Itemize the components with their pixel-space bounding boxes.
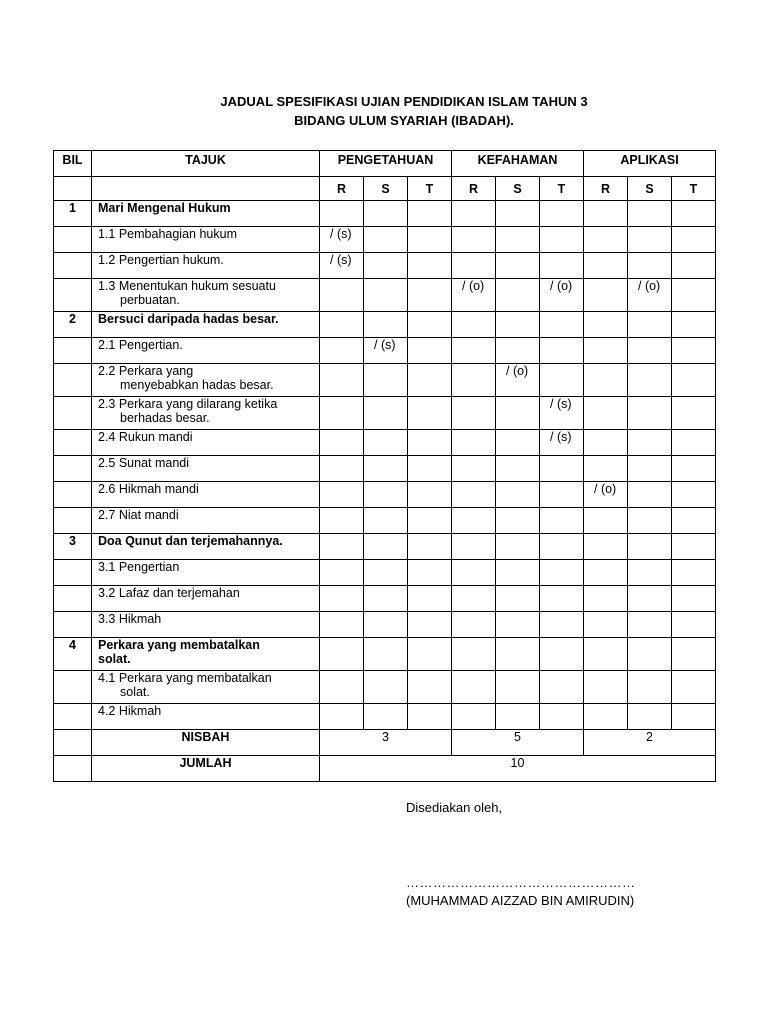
row-mark-cell [320, 508, 364, 534]
header-bil-blank [54, 177, 92, 201]
nisbah-kefahaman: 5 [452, 730, 584, 756]
row-mark-cell: / (o) [628, 279, 672, 312]
row-bil [54, 279, 92, 312]
header-kefahaman: KEFAHAMAN [452, 151, 584, 177]
row-mark-cell [408, 201, 452, 227]
row-mark-cell [408, 586, 452, 612]
row-mark-cell [540, 338, 584, 364]
row-mark-cell [364, 560, 408, 586]
header-pengetahuan: PENGETAHUAN [320, 151, 452, 177]
row-mark-cell [364, 201, 408, 227]
row-tajuk-line1: 3.1 Pengertian [98, 560, 180, 574]
row-tajuk [92, 364, 320, 397]
row-tajuk [92, 560, 320, 586]
row-mark-cell [496, 586, 540, 612]
row-mark-cell [364, 253, 408, 279]
row-mark-cell: / (s) [540, 397, 584, 430]
table-row [54, 338, 716, 364]
jumlah-value: 10 [320, 756, 716, 782]
document-title: JADUAL SPESIFIKASI UJIAN PENDIDIKAN ISLAM TAHUN 3 [220, 94, 588, 109]
row-mark-cell: / (o) [496, 364, 540, 397]
table-row [54, 201, 716, 227]
row-mark-cell [496, 430, 540, 456]
nisbah-row [54, 730, 716, 756]
table-row [54, 456, 716, 482]
row-tajuk-line1: 2.2 Perkara yang [98, 364, 194, 378]
row-mark-cell [628, 482, 672, 508]
row-mark-cell [540, 508, 584, 534]
row-mark-cell [672, 338, 716, 364]
row-mark-cell [496, 397, 540, 430]
row-mark-cell [540, 253, 584, 279]
row-mark-cell [452, 671, 496, 704]
row-mark-cell [672, 482, 716, 508]
row-tajuk-line1: 2.1 Pengertian. [98, 338, 183, 352]
row-tajuk [92, 671, 320, 704]
row-mark-cell [320, 482, 364, 508]
row-mark-cell [628, 560, 672, 586]
row-mark-cell [540, 671, 584, 704]
row-tajuk-line1: 3.2 Lafaz dan terjemahan [98, 586, 240, 600]
row-mark-cell [672, 586, 716, 612]
table-row [54, 612, 716, 638]
row-mark-cell [496, 508, 540, 534]
row-mark-cell [672, 430, 716, 456]
row-mark-cell [584, 612, 628, 638]
row-tajuk-line1: 2.4 Rukun mandi [98, 430, 193, 444]
row-mark-cell [452, 364, 496, 397]
row-tajuk-line1: Bersuci daripada hadas besar. [98, 312, 279, 326]
row-mark-cell [408, 534, 452, 560]
row-mark-cell [496, 456, 540, 482]
row-bil: 1 [54, 201, 92, 227]
header-tajuk: TAJUK [92, 151, 320, 177]
row-tajuk [92, 253, 320, 279]
row-mark-cell [452, 508, 496, 534]
header-sub-0: R [320, 177, 364, 201]
row-mark-cell [496, 534, 540, 560]
row-tajuk-line1: 2.7 Niat mandi [98, 508, 179, 522]
row-bil [54, 397, 92, 430]
table-row [54, 253, 716, 279]
row-tajuk [92, 338, 320, 364]
table-body [54, 201, 716, 730]
row-mark-cell [364, 482, 408, 508]
row-bil [54, 560, 92, 586]
nisbah-aplikasi: 2 [584, 730, 716, 756]
row-mark-cell [584, 338, 628, 364]
row-mark-cell [496, 201, 540, 227]
row-mark-cell [320, 560, 364, 586]
row-mark-cell [584, 704, 628, 730]
row-mark-cell [452, 430, 496, 456]
row-mark-cell [672, 704, 716, 730]
row-mark-cell [672, 612, 716, 638]
row-mark-cell: / (s) [540, 430, 584, 456]
table-row [54, 227, 716, 253]
row-mark-cell [408, 638, 452, 671]
row-mark-cell: / (s) [364, 338, 408, 364]
row-mark-cell [628, 364, 672, 397]
row-tajuk-line2: perbuatan. [120, 293, 180, 307]
row-bil [54, 430, 92, 456]
row-bil [54, 364, 92, 397]
row-tajuk-line1: 1.2 Pengertian hukum. [98, 253, 224, 267]
row-mark-cell [320, 312, 364, 338]
nisbah-blank [54, 730, 92, 756]
row-mark-cell [452, 560, 496, 586]
row-tajuk [92, 397, 320, 430]
row-mark-cell [496, 671, 540, 704]
row-mark-cell [672, 227, 716, 253]
table-row [54, 508, 716, 534]
row-mark-cell [584, 456, 628, 482]
row-mark-cell [672, 456, 716, 482]
row-mark-cell [452, 534, 496, 560]
row-mark-cell [320, 430, 364, 456]
row-mark-cell [540, 456, 584, 482]
row-mark-cell [584, 253, 628, 279]
row-mark-cell [496, 253, 540, 279]
row-mark-cell [408, 560, 452, 586]
row-tajuk [92, 638, 320, 671]
row-tajuk [92, 430, 320, 456]
row-mark-cell [584, 508, 628, 534]
row-bil [54, 456, 92, 482]
row-mark-cell [672, 201, 716, 227]
jumlah-blank [54, 756, 92, 782]
row-mark-cell [320, 612, 364, 638]
row-mark-cell [364, 364, 408, 397]
table-row [54, 430, 716, 456]
row-mark-cell [452, 612, 496, 638]
row-mark-cell [364, 704, 408, 730]
row-mark-cell [452, 586, 496, 612]
row-mark-cell [540, 704, 584, 730]
row-mark-cell [540, 612, 584, 638]
row-mark-cell [672, 560, 716, 586]
row-mark-cell [364, 671, 408, 704]
row-tajuk-line1: 4.2 Hikmah [98, 704, 162, 718]
row-tajuk [92, 508, 320, 534]
document-subtitle: BIDANG ULUM SYARIAH (IBADAH). [294, 113, 514, 128]
header-sub-5: T [540, 177, 584, 201]
row-mark-cell: / (o) [584, 482, 628, 508]
row-mark-cell [672, 253, 716, 279]
row-tajuk-line1: 2.3 Perkara yang dilarang ketika [98, 397, 278, 411]
row-mark-cell [452, 227, 496, 253]
table-row [54, 397, 716, 430]
row-mark-cell [496, 638, 540, 671]
row-mark-cell [584, 430, 628, 456]
row-tajuk-line1: 1.1 Pembahagian hukum [98, 227, 237, 241]
row-tajuk [92, 456, 320, 482]
table-row [54, 534, 716, 560]
row-mark-cell [628, 612, 672, 638]
row-mark-cell [540, 227, 584, 253]
row-mark-cell [496, 312, 540, 338]
row-bil [54, 671, 92, 704]
row-mark-cell [320, 338, 364, 364]
row-bil [54, 227, 92, 253]
row-mark-cell [628, 704, 672, 730]
row-mark-cell [672, 508, 716, 534]
jumlah-row [54, 756, 716, 782]
table-row [54, 279, 716, 312]
row-mark-cell [364, 312, 408, 338]
header-sub-8: T [672, 177, 716, 201]
row-mark-cell [364, 612, 408, 638]
row-mark-cell [408, 482, 452, 508]
header-sub-6: R [584, 177, 628, 201]
row-tajuk-line1: 3.3 Hikmah [98, 612, 162, 626]
row-tajuk [92, 279, 320, 312]
row-mark-cell [408, 456, 452, 482]
row-mark-cell [672, 364, 716, 397]
row-mark-cell [320, 364, 364, 397]
row-mark-cell [452, 312, 496, 338]
header-sub-2: T [408, 177, 452, 201]
row-mark-cell [452, 456, 496, 482]
row-bil: 2 [54, 312, 92, 338]
table-row [54, 312, 716, 338]
row-mark-cell [540, 482, 584, 508]
row-bil [54, 253, 92, 279]
row-mark-cell [408, 612, 452, 638]
header-row-main [54, 151, 716, 177]
row-mark-cell [628, 253, 672, 279]
row-mark-cell [408, 508, 452, 534]
row-mark-cell [584, 560, 628, 586]
table-row [54, 586, 716, 612]
row-mark-cell [496, 227, 540, 253]
row-mark-cell [628, 430, 672, 456]
row-mark-cell [540, 586, 584, 612]
row-mark-cell [364, 534, 408, 560]
row-mark-cell [672, 279, 716, 312]
row-mark-cell [628, 312, 672, 338]
row-mark-cell [628, 201, 672, 227]
row-mark-cell [540, 364, 584, 397]
row-tajuk [92, 227, 320, 253]
row-tajuk-line1: 2.5 Sunat mandi [98, 456, 190, 470]
row-mark-cell [496, 482, 540, 508]
row-mark-cell [408, 227, 452, 253]
row-mark-cell [408, 704, 452, 730]
row-mark-cell [408, 338, 452, 364]
row-mark-cell [672, 397, 716, 430]
row-mark-cell [408, 364, 452, 397]
row-mark-cell [628, 227, 672, 253]
row-mark-cell [364, 397, 408, 430]
header-sub-1: S [364, 177, 408, 201]
row-tajuk [92, 201, 320, 227]
row-mark-cell [364, 456, 408, 482]
row-mark-cell [364, 430, 408, 456]
jumlah-label: JUMLAH [92, 756, 320, 782]
row-mark-cell [320, 201, 364, 227]
row-tajuk [92, 612, 320, 638]
header-sub-4: S [496, 177, 540, 201]
row-mark-cell [628, 638, 672, 671]
row-mark-cell [672, 312, 716, 338]
table-row [54, 482, 716, 508]
prepared-by-label: Disediakan oleh, [406, 800, 503, 815]
row-mark-cell [584, 279, 628, 312]
row-mark-cell: / (s) [320, 227, 364, 253]
row-tajuk-line1: 2.6 Hikmah mandi [98, 482, 199, 496]
row-mark-cell [320, 638, 364, 671]
row-bil: 4 [54, 638, 92, 671]
row-mark-cell [584, 227, 628, 253]
row-tajuk-line1: Mari Mengenal Hukum [98, 201, 231, 215]
row-tajuk-line2: berhadas besar. [120, 411, 210, 425]
row-mark-cell [320, 456, 364, 482]
row-mark-cell [540, 534, 584, 560]
row-mark-cell [364, 279, 408, 312]
header-aplikasi: APLIKASI [584, 151, 716, 177]
row-mark-cell [584, 534, 628, 560]
table-row [54, 671, 716, 704]
row-mark-cell [584, 671, 628, 704]
header-row-sub [54, 177, 716, 201]
row-tajuk-line2: menyebabkan hadas besar. [120, 378, 274, 392]
header-sub-3: R [452, 177, 496, 201]
row-mark-cell [628, 456, 672, 482]
row-tajuk-line1: Perkara yang membatalkan [98, 638, 260, 652]
row-mark-cell [628, 397, 672, 430]
row-mark-cell [540, 201, 584, 227]
row-mark-cell [496, 612, 540, 638]
row-mark-cell [672, 534, 716, 560]
row-tajuk [92, 586, 320, 612]
row-mark-cell [584, 586, 628, 612]
row-mark-cell: / (s) [320, 253, 364, 279]
row-bil [54, 508, 92, 534]
table-row [54, 704, 716, 730]
row-mark-cell [584, 312, 628, 338]
row-mark-cell [672, 671, 716, 704]
row-mark-cell [452, 201, 496, 227]
row-bil [54, 586, 92, 612]
row-mark-cell [540, 638, 584, 671]
table-row [54, 638, 716, 671]
row-mark-cell [452, 482, 496, 508]
signature-line: …………………………………………… [406, 875, 636, 890]
row-mark-cell [408, 430, 452, 456]
row-bil [54, 338, 92, 364]
row-mark-cell [628, 338, 672, 364]
row-mark-cell [408, 671, 452, 704]
header-sub-7: S [628, 177, 672, 201]
row-tajuk [92, 704, 320, 730]
row-bil [54, 612, 92, 638]
row-mark-cell [452, 638, 496, 671]
row-mark-cell [364, 508, 408, 534]
row-mark-cell [496, 560, 540, 586]
row-bil: 3 [54, 534, 92, 560]
row-mark-cell [452, 397, 496, 430]
nisbah-pengetahuan: 3 [320, 730, 452, 756]
row-tajuk-line1: Doa Qunut dan terjemahannya. [98, 534, 283, 548]
row-tajuk [92, 312, 320, 338]
row-tajuk-line2: solat. [98, 652, 131, 666]
row-mark-cell [496, 338, 540, 364]
row-mark-cell: / (o) [540, 279, 584, 312]
table-row [54, 364, 716, 397]
row-mark-cell [496, 279, 540, 312]
row-mark-cell [408, 312, 452, 338]
row-mark-cell [320, 279, 364, 312]
row-mark-cell [628, 586, 672, 612]
row-mark-cell [496, 704, 540, 730]
row-mark-cell [320, 671, 364, 704]
row-mark-cell [540, 312, 584, 338]
row-mark-cell [320, 586, 364, 612]
row-mark-cell [452, 338, 496, 364]
row-tajuk [92, 534, 320, 560]
row-mark-cell [408, 279, 452, 312]
row-bil [54, 704, 92, 730]
row-tajuk-line2: solat. [120, 685, 150, 699]
row-mark-cell [628, 671, 672, 704]
row-mark-cell [540, 560, 584, 586]
row-mark-cell [408, 253, 452, 279]
row-mark-cell [320, 397, 364, 430]
nisbah-label: NISBAH [92, 730, 320, 756]
row-tajuk-line1: 4.1 Perkara yang membatalkan [98, 671, 272, 685]
row-mark-cell [672, 638, 716, 671]
row-bil [54, 482, 92, 508]
table-row [54, 560, 716, 586]
row-mark-cell [584, 364, 628, 397]
row-tajuk [92, 482, 320, 508]
row-mark-cell [364, 227, 408, 253]
row-mark-cell [320, 704, 364, 730]
row-mark-cell: / (o) [452, 279, 496, 312]
row-mark-cell [364, 586, 408, 612]
specification-table [53, 150, 716, 782]
row-mark-cell [584, 397, 628, 430]
row-mark-cell [408, 397, 452, 430]
header-tajuk-blank [92, 177, 320, 201]
row-mark-cell [584, 201, 628, 227]
header-bil: BIL [54, 151, 92, 177]
row-mark-cell [584, 638, 628, 671]
row-tajuk-line1: 1.3 Menentukan hukum sesuatu [98, 279, 276, 293]
row-mark-cell [452, 253, 496, 279]
row-mark-cell [452, 704, 496, 730]
row-mark-cell [628, 508, 672, 534]
row-mark-cell [320, 534, 364, 560]
row-mark-cell [628, 534, 672, 560]
preparer-name: (MUHAMMAD AIZZAD BIN AMIRUDIN) [406, 893, 635, 908]
row-mark-cell [364, 638, 408, 671]
